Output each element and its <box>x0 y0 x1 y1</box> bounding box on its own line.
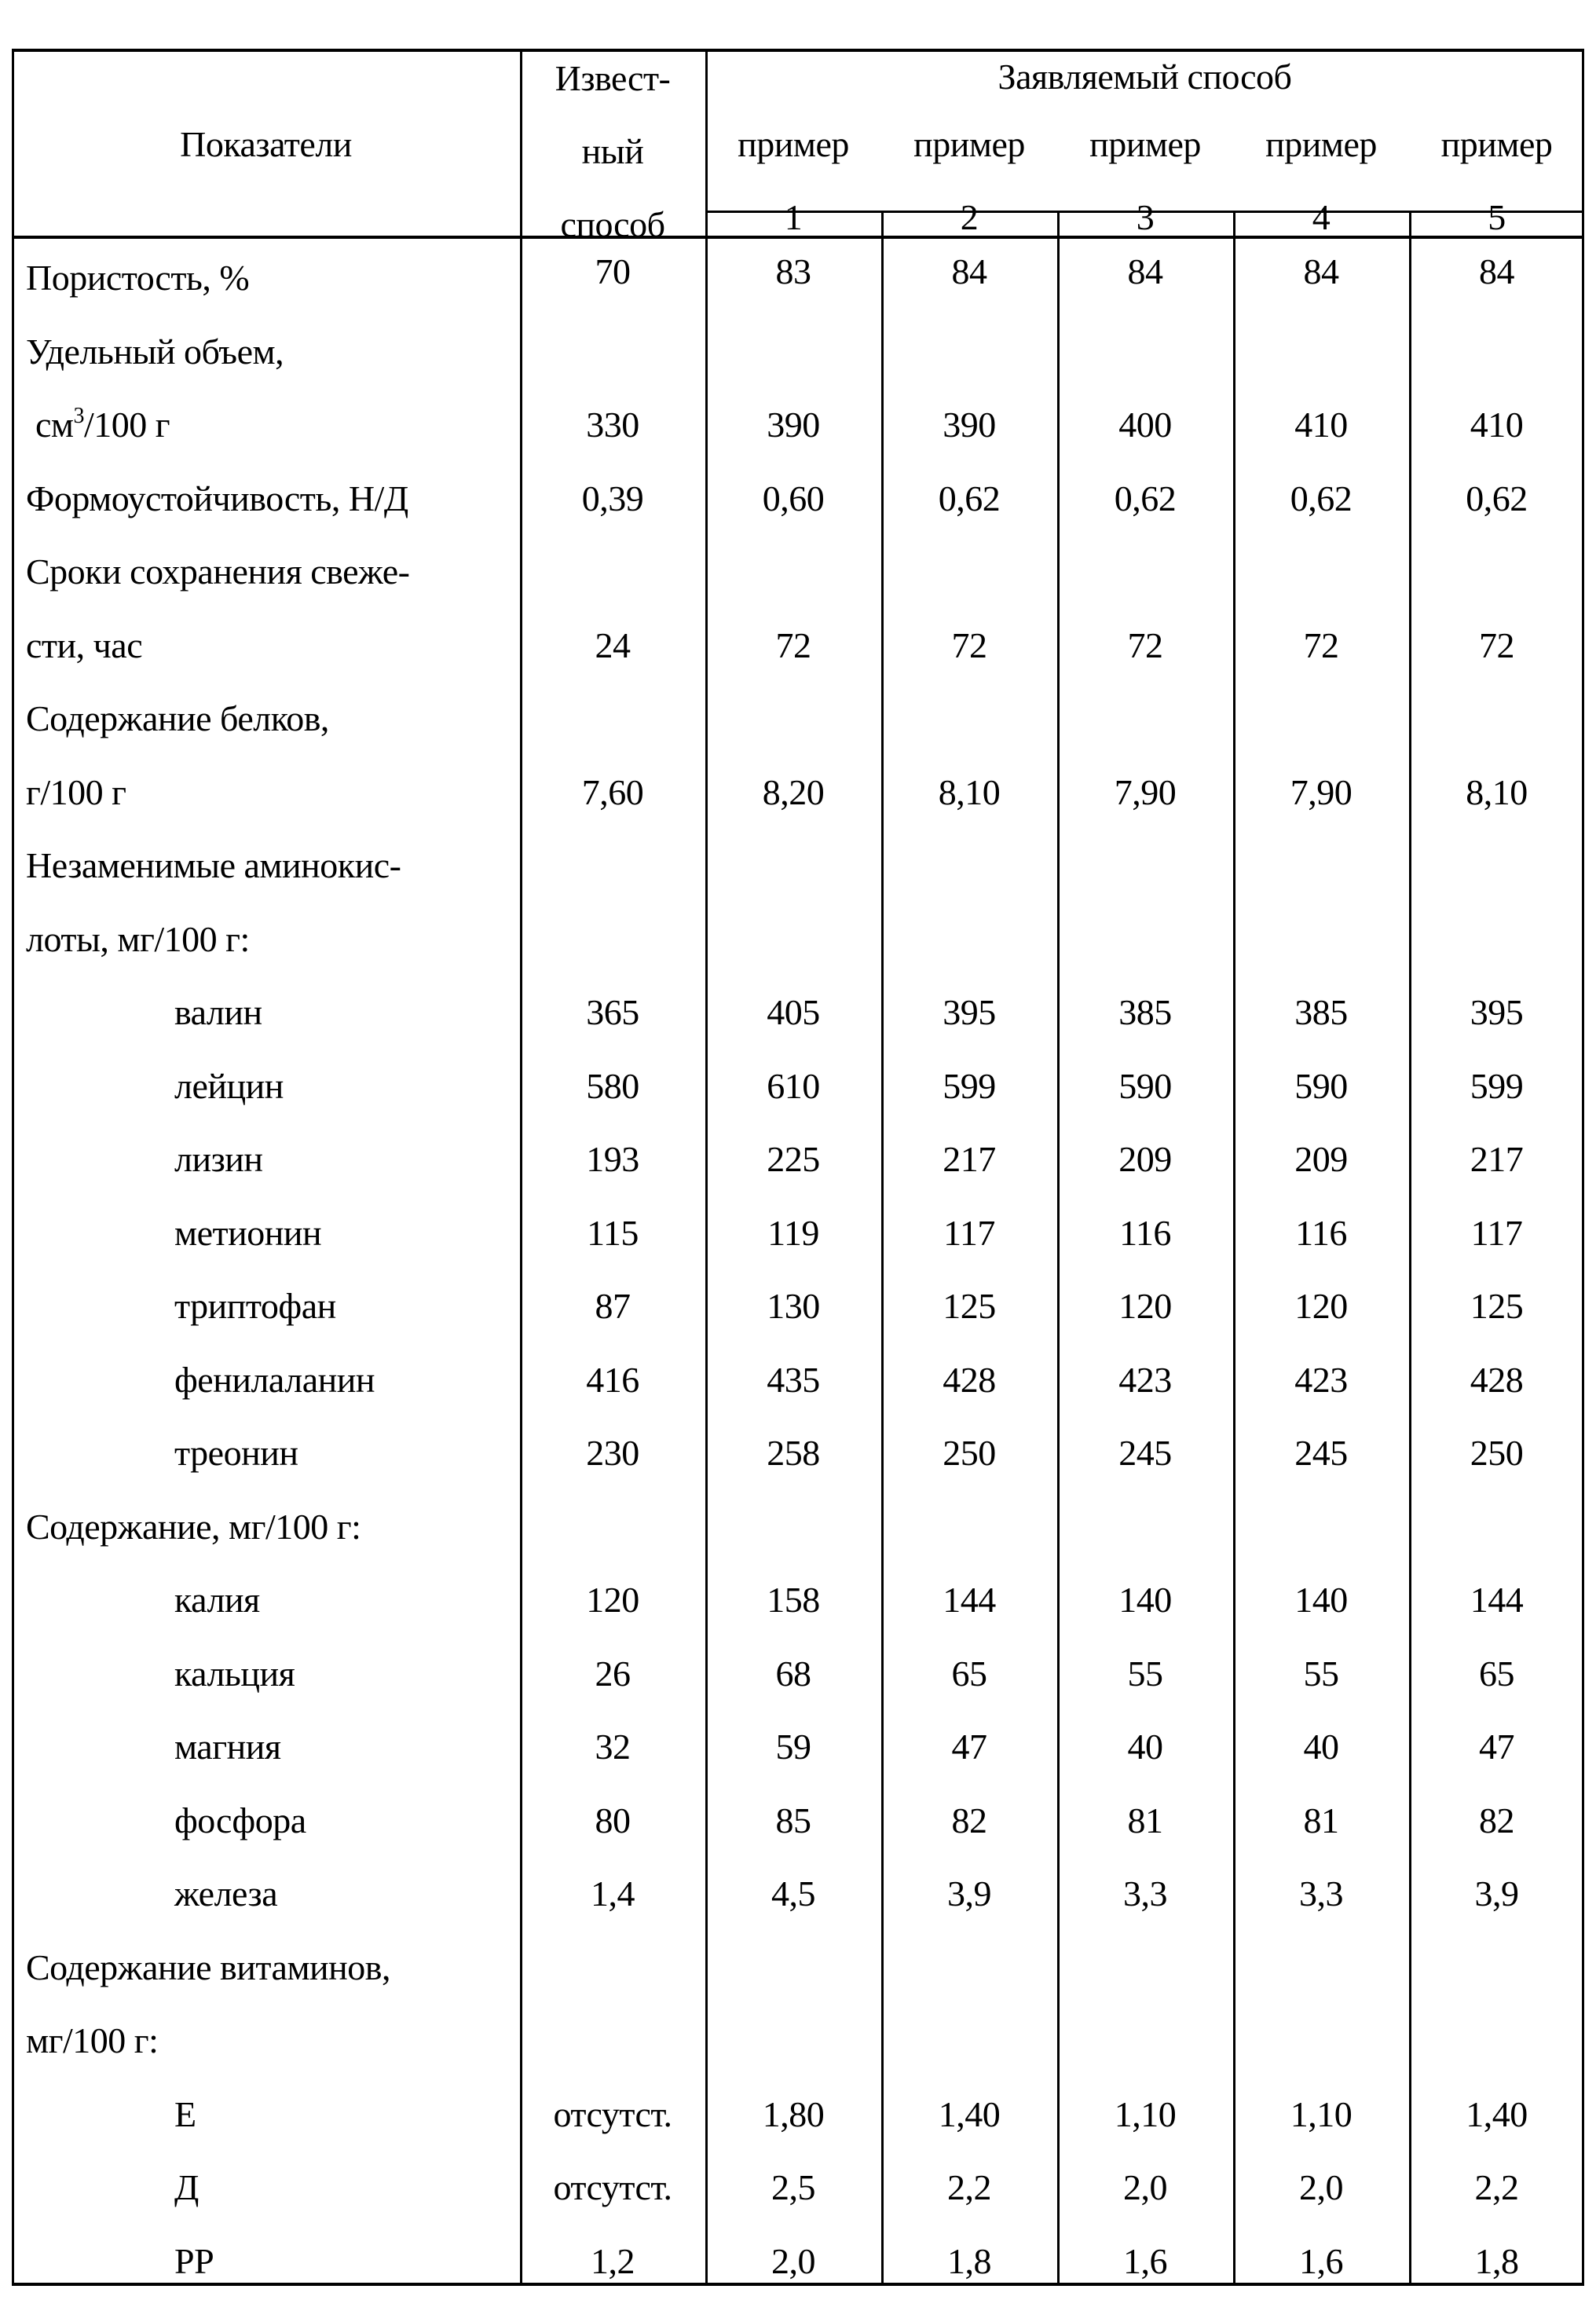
table-cell: 400 <box>1057 401 1233 449</box>
table-cell: 144 <box>1409 1577 1584 1624</box>
table-cell: 130 <box>705 1283 881 1330</box>
row-label: Удельный объем, <box>26 328 284 375</box>
row-label: кальция <box>174 1650 295 1698</box>
table-cell: 116 <box>1057 1210 1233 1257</box>
table-cell: 245 <box>1057 1430 1233 1477</box>
table-cell: 1,10 <box>1057 2091 1233 2138</box>
header-known-method-line: Извест- <box>520 55 705 102</box>
table-cell: 410 <box>1409 401 1584 449</box>
table-cell: 1,2 <box>520 2238 705 2285</box>
table-cell: 83 <box>705 248 881 295</box>
table-cell: отсутст. <box>520 2164 705 2211</box>
row-label: треонин <box>174 1430 298 1477</box>
row-label: магния <box>174 1723 280 1771</box>
header-claimed-method: Заявляемый способ <box>705 53 1584 101</box>
row-label: Формоустойчивость, Н/Д <box>26 475 408 522</box>
table-cell: 599 <box>1409 1063 1584 1110</box>
table-cell: 119 <box>705 1210 881 1257</box>
table-cell: 2,0 <box>705 2238 881 2285</box>
table-cell: 3,9 <box>881 1870 1057 1917</box>
table-cell: 82 <box>1409 1797 1584 1844</box>
table-cell: 209 <box>1233 1136 1409 1183</box>
table-cell: 428 <box>1409 1357 1584 1404</box>
table-cell: 258 <box>705 1430 881 1477</box>
table-cell: 0,60 <box>705 475 881 522</box>
table-cell: 405 <box>705 989 881 1036</box>
table-cell: 117 <box>881 1210 1057 1257</box>
table-cell: 1,8 <box>1409 2238 1584 2285</box>
table-cell: 2,2 <box>881 2164 1057 2211</box>
table-cell: 47 <box>1409 1723 1584 1771</box>
table-cell: 365 <box>520 989 705 1036</box>
table-cell: 2,2 <box>1409 2164 1584 2211</box>
table-cell: 47 <box>881 1723 1057 1771</box>
table-cell: 40 <box>1233 1723 1409 1771</box>
row-label: валин <box>174 989 262 1036</box>
table-cell: 395 <box>881 989 1057 1036</box>
row-label: мг/100 г: <box>26 2017 158 2064</box>
table-cell: 423 <box>1233 1357 1409 1404</box>
table-cell: 40 <box>1057 1723 1233 1771</box>
table-cell: 3,3 <box>1057 1870 1233 1917</box>
table-cell: 610 <box>705 1063 881 1110</box>
row-label: Содержание, мг/100 г: <box>26 1503 361 1551</box>
table-cell: 390 <box>881 401 1057 449</box>
table-cell: 217 <box>1409 1136 1584 1183</box>
table-cell: 81 <box>1233 1797 1409 1844</box>
table-cell: 390 <box>705 401 881 449</box>
table-cell: 72 <box>1233 622 1409 669</box>
row-label: Содержание белков, <box>26 695 329 742</box>
row-label-unit <box>35 401 170 454</box>
row-label: лейцин <box>174 1063 284 1110</box>
row-label: лизин <box>174 1136 262 1183</box>
table-cell: 2,0 <box>1233 2164 1409 2211</box>
table-cell: 250 <box>881 1430 1057 1477</box>
table-cell: 193 <box>520 1136 705 1183</box>
table-cell: 81 <box>1057 1797 1233 1844</box>
header-known-method-line: способ <box>520 201 705 248</box>
row-label: г/100 г <box>26 769 126 816</box>
table-cell: 1,80 <box>705 2091 881 2138</box>
row-label: Сроки сохранения свеже- <box>26 548 409 595</box>
header-example-word: пример <box>881 121 1057 168</box>
header-example-word: пример <box>705 121 881 168</box>
table-cell: 115 <box>520 1210 705 1257</box>
table-cell: 125 <box>1409 1283 1584 1330</box>
table-cell: 140 <box>1057 1577 1233 1624</box>
header-example-word: пример <box>1409 121 1584 168</box>
table-cell: 24 <box>520 622 705 669</box>
header-example-number: 4 <box>1233 194 1409 241</box>
table-cell: 385 <box>1233 989 1409 1036</box>
row-label: Пористость, % <box>26 255 249 302</box>
table-cell: 599 <box>881 1063 1057 1110</box>
table-cell: 65 <box>881 1650 1057 1698</box>
table-cell: 1,4 <box>520 1870 705 1917</box>
table-cell: 1,40 <box>881 2091 1057 2138</box>
header-example-number: 5 <box>1409 194 1584 241</box>
row-label: метионин <box>174 1210 321 1257</box>
table-cell: 7,60 <box>520 769 705 816</box>
table-cell: 7,90 <box>1233 769 1409 816</box>
table-cell: 32 <box>520 1723 705 1771</box>
table-cell: 423 <box>1057 1357 1233 1404</box>
data-table <box>12 49 1584 2286</box>
table-cell: 395 <box>1409 989 1584 1036</box>
table-cell: 0,62 <box>881 475 1057 522</box>
table-cell: 385 <box>1057 989 1233 1036</box>
table-cell: 1,6 <box>1233 2238 1409 2285</box>
table-cell: 72 <box>1409 622 1584 669</box>
row-label: железа <box>174 1870 277 1917</box>
table-cell: 82 <box>881 1797 1057 1844</box>
table-cell: 59 <box>705 1723 881 1771</box>
table-cell: 209 <box>1057 1136 1233 1183</box>
table-cell: 70 <box>520 248 705 295</box>
row-label: фосфора <box>174 1797 306 1844</box>
table-cell: 84 <box>1409 248 1584 295</box>
table-cell: 8,10 <box>881 769 1057 816</box>
table-cell: 26 <box>520 1650 705 1698</box>
table-cell: 0,62 <box>1409 475 1584 522</box>
table-cell: 144 <box>881 1577 1057 1624</box>
table-cell: 0,62 <box>1233 475 1409 522</box>
row-label: фенилаланин <box>174 1357 375 1404</box>
table-cell: 120 <box>520 1577 705 1624</box>
table-cell: 2,0 <box>1057 2164 1233 2211</box>
table-cell: 140 <box>1233 1577 1409 1624</box>
table-cell: 120 <box>1057 1283 1233 1330</box>
table-cell: 1,8 <box>881 2238 1057 2285</box>
header-indicators: Показатели <box>12 121 520 168</box>
row-label: Содержание витаминов, <box>26 1944 390 1991</box>
table-cell: 250 <box>1409 1430 1584 1477</box>
table-cell: 55 <box>1057 1650 1233 1698</box>
table-cell: 217 <box>881 1136 1057 1183</box>
table-cell: 3,9 <box>1409 1870 1584 1917</box>
table-cell: 158 <box>705 1577 881 1624</box>
unit-superscript: 3 <box>74 404 85 428</box>
table-cell: 225 <box>705 1136 881 1183</box>
header-example-number: 2 <box>881 194 1057 241</box>
table-cell: 116 <box>1233 1210 1409 1257</box>
table-cell: 435 <box>705 1357 881 1404</box>
table-cell: 4,5 <box>705 1870 881 1917</box>
table-cell: 428 <box>881 1357 1057 1404</box>
row-label: РР <box>174 2238 214 2285</box>
row-label: калия <box>174 1577 260 1624</box>
header-example-number: 1 <box>705 194 881 241</box>
table-cell: 8,20 <box>705 769 881 816</box>
table-border-top <box>12 49 1584 52</box>
header-example-number: 3 <box>1057 194 1233 241</box>
table-cell: 65 <box>1409 1650 1584 1698</box>
table-cell: 0,62 <box>1057 475 1233 522</box>
table-cell: 2,5 <box>705 2164 881 2211</box>
unit-rest: /100 г <box>84 405 170 445</box>
table-cell: 84 <box>1057 248 1233 295</box>
table-cell: 7,90 <box>1057 769 1233 816</box>
unit-base: см <box>35 405 74 445</box>
row-label: Д <box>174 2164 199 2211</box>
table-cell: 87 <box>520 1283 705 1330</box>
table-cell: 1,10 <box>1233 2091 1409 2138</box>
table-cell: 72 <box>705 622 881 669</box>
row-label: триптофан <box>174 1283 336 1330</box>
row-label: лоты, мг/100 г: <box>26 916 250 963</box>
table-cell: 1,40 <box>1409 2091 1584 2138</box>
header-example-word: пример <box>1233 121 1409 168</box>
row-label: Незаменимые аминокис- <box>26 842 401 889</box>
table-cell: 245 <box>1233 1430 1409 1477</box>
table-cell: 68 <box>705 1650 881 1698</box>
table-cell: 84 <box>881 248 1057 295</box>
header-example-word: пример <box>1057 121 1233 168</box>
table-cell: 72 <box>1057 622 1233 669</box>
table-cell: 8,10 <box>1409 769 1584 816</box>
row-label: сти, час <box>26 622 142 669</box>
table-cell: 590 <box>1057 1063 1233 1110</box>
table-cell: 580 <box>520 1063 705 1110</box>
table-cell: 117 <box>1409 1210 1584 1257</box>
table-cell: 85 <box>705 1797 881 1844</box>
table-cell: 0,39 <box>520 475 705 522</box>
table-cell: отсутст. <box>520 2091 705 2138</box>
table-cell: 120 <box>1233 1283 1409 1330</box>
header-known-method-line: ный <box>520 128 705 175</box>
table-cell: 410 <box>1233 401 1409 449</box>
row-label: Е <box>174 2091 196 2138</box>
table-cell: 125 <box>881 1283 1057 1330</box>
table-cell: 72 <box>881 622 1057 669</box>
table-cell: 330 <box>520 401 705 449</box>
table-cell: 230 <box>520 1430 705 1477</box>
table-cell: 84 <box>1233 248 1409 295</box>
table-border-left <box>12 49 14 2286</box>
table-cell: 590 <box>1233 1063 1409 1110</box>
table-cell: 55 <box>1233 1650 1409 1698</box>
table-cell: 3,3 <box>1233 1870 1409 1917</box>
table-cell: 416 <box>520 1357 705 1404</box>
table-cell: 80 <box>520 1797 705 1844</box>
table-cell: 1,6 <box>1057 2238 1233 2285</box>
